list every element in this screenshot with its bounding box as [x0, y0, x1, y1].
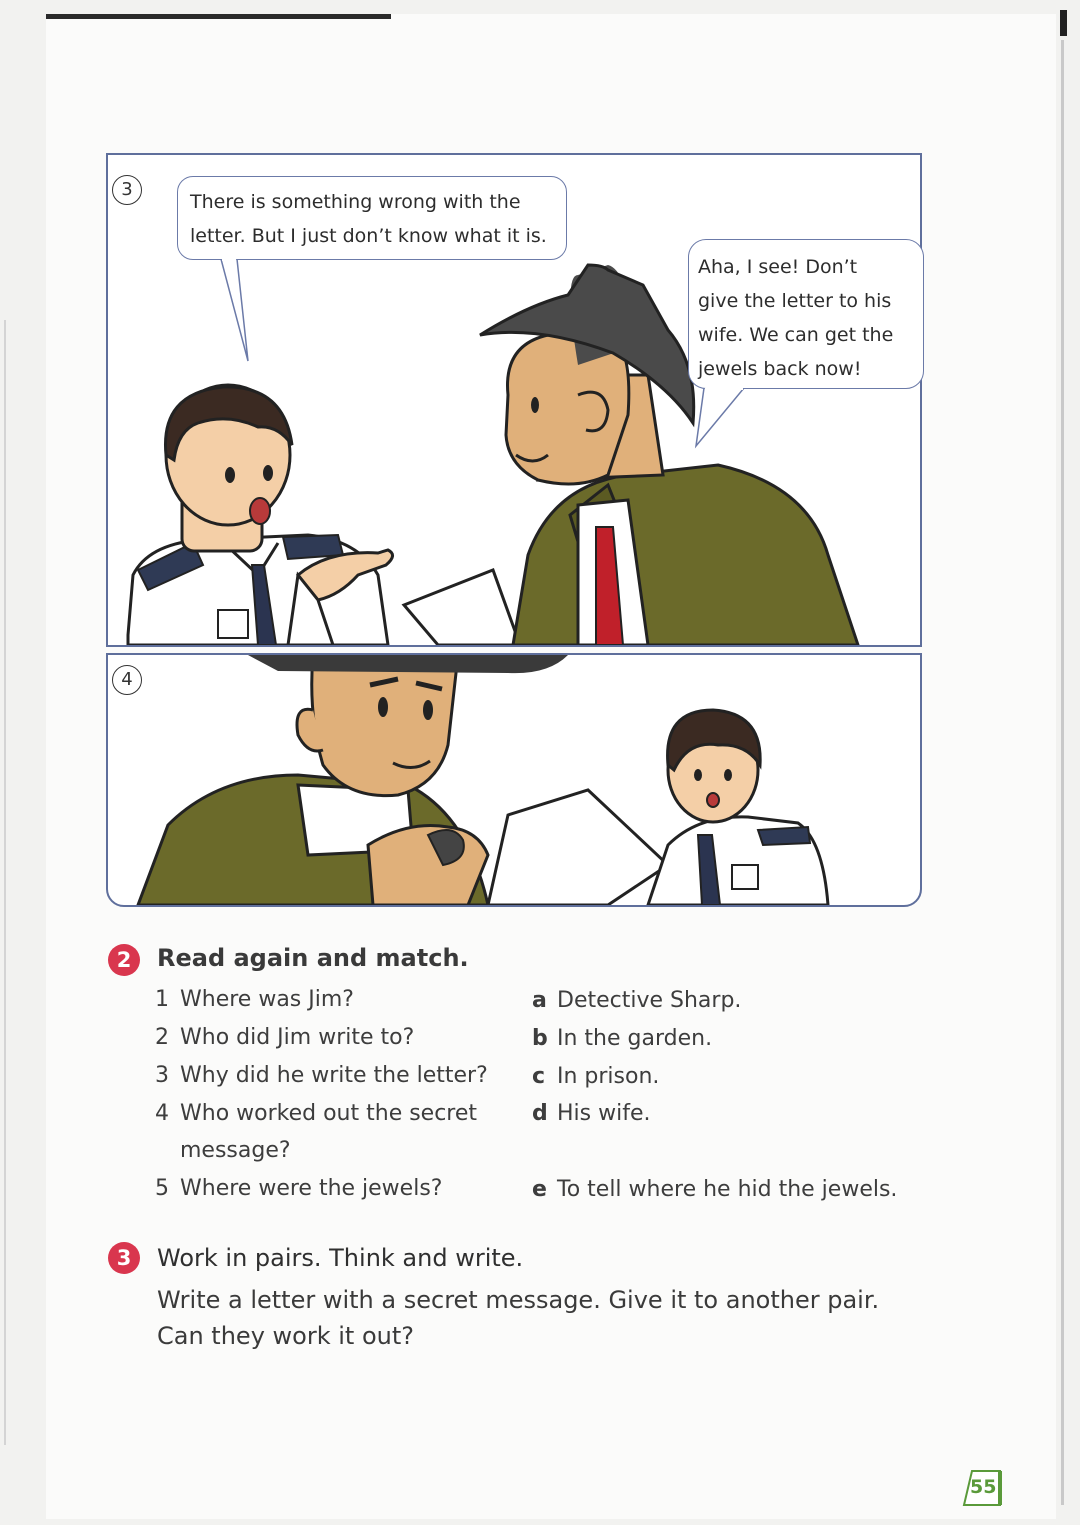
exercise-3-line-2: Can they work it out?	[157, 1322, 414, 1350]
question-4-number: 4	[155, 1101, 169, 1126]
police-officer-small-figure	[648, 710, 828, 905]
exercise-3-title: Work in pairs. Think and write.	[157, 1244, 524, 1272]
question-2-number: 2	[155, 1025, 169, 1050]
answer-c-letter: c	[532, 1064, 546, 1089]
question-3-text: Why did he write the letter?	[180, 1063, 488, 1088]
panel-4-number: 4	[112, 665, 142, 695]
question-4-text-line-1: Who worked out the secret	[180, 1101, 478, 1126]
question-2-text: Who did Jim write to?	[180, 1025, 415, 1050]
question-3-number: 3	[155, 1063, 169, 1088]
bubble-officer-line-1: There is something wrong with the	[190, 191, 521, 213]
bubble-detective-tail	[692, 388, 752, 450]
answer-e-text: To tell where he hid the jewels.	[557, 1177, 898, 1202]
letter-paper	[404, 570, 520, 645]
answer-b-text: In the garden.	[557, 1026, 713, 1051]
question-5-number: 5	[155, 1176, 169, 1201]
question-4-text-line-2: message?	[180, 1138, 291, 1163]
comic-panel-4	[106, 653, 922, 907]
question-1-number: 1	[155, 987, 169, 1012]
binding-line	[1061, 40, 1064, 1505]
speech-bubble-detective	[688, 239, 924, 389]
answer-e-letter: e	[532, 1177, 547, 1202]
binding-mark	[1060, 10, 1067, 36]
exercise-2-title: Read again and match.	[157, 944, 469, 972]
answer-d-letter: d	[532, 1101, 548, 1126]
answer-a-text: Detective Sharp.	[557, 988, 742, 1013]
scan-edge-line	[4, 320, 6, 1445]
speech-bubble-officer	[177, 176, 567, 260]
exercise-2-badge: 2	[108, 944, 140, 976]
bubble-detective-line-1: Aha, I see! Don’t	[698, 256, 858, 278]
answer-c-text: In prison.	[557, 1064, 660, 1089]
top-rule	[46, 14, 391, 19]
bubble-detective-line-2: give the letter to his	[698, 290, 892, 312]
panel-3-number: 3	[112, 175, 142, 205]
answer-d-text: His wife.	[557, 1101, 651, 1126]
panel-4-illustration	[108, 655, 920, 905]
question-1-text: Where was Jim?	[180, 987, 354, 1012]
letter-paper-2	[488, 790, 668, 905]
police-officer-figure	[128, 385, 393, 645]
answer-b-letter: b	[532, 1026, 548, 1051]
exercise-3-line-1: Write a letter with a secret message. Give it to another pair.	[157, 1286, 880, 1314]
question-5-text: Where were the jewels?	[180, 1176, 443, 1201]
page-number: 55	[970, 1476, 997, 1498]
bubble-officer-tail	[215, 259, 255, 364]
bubble-detective-line-3: wife. We can get the	[698, 324, 894, 346]
answer-a-letter: a	[532, 988, 547, 1013]
bubble-officer-line-2: letter. But I just don’t know what it is.	[190, 225, 547, 247]
bubble-detective-line-4: jewels back now!	[698, 358, 862, 380]
exercise-3-badge: 3	[108, 1242, 140, 1274]
